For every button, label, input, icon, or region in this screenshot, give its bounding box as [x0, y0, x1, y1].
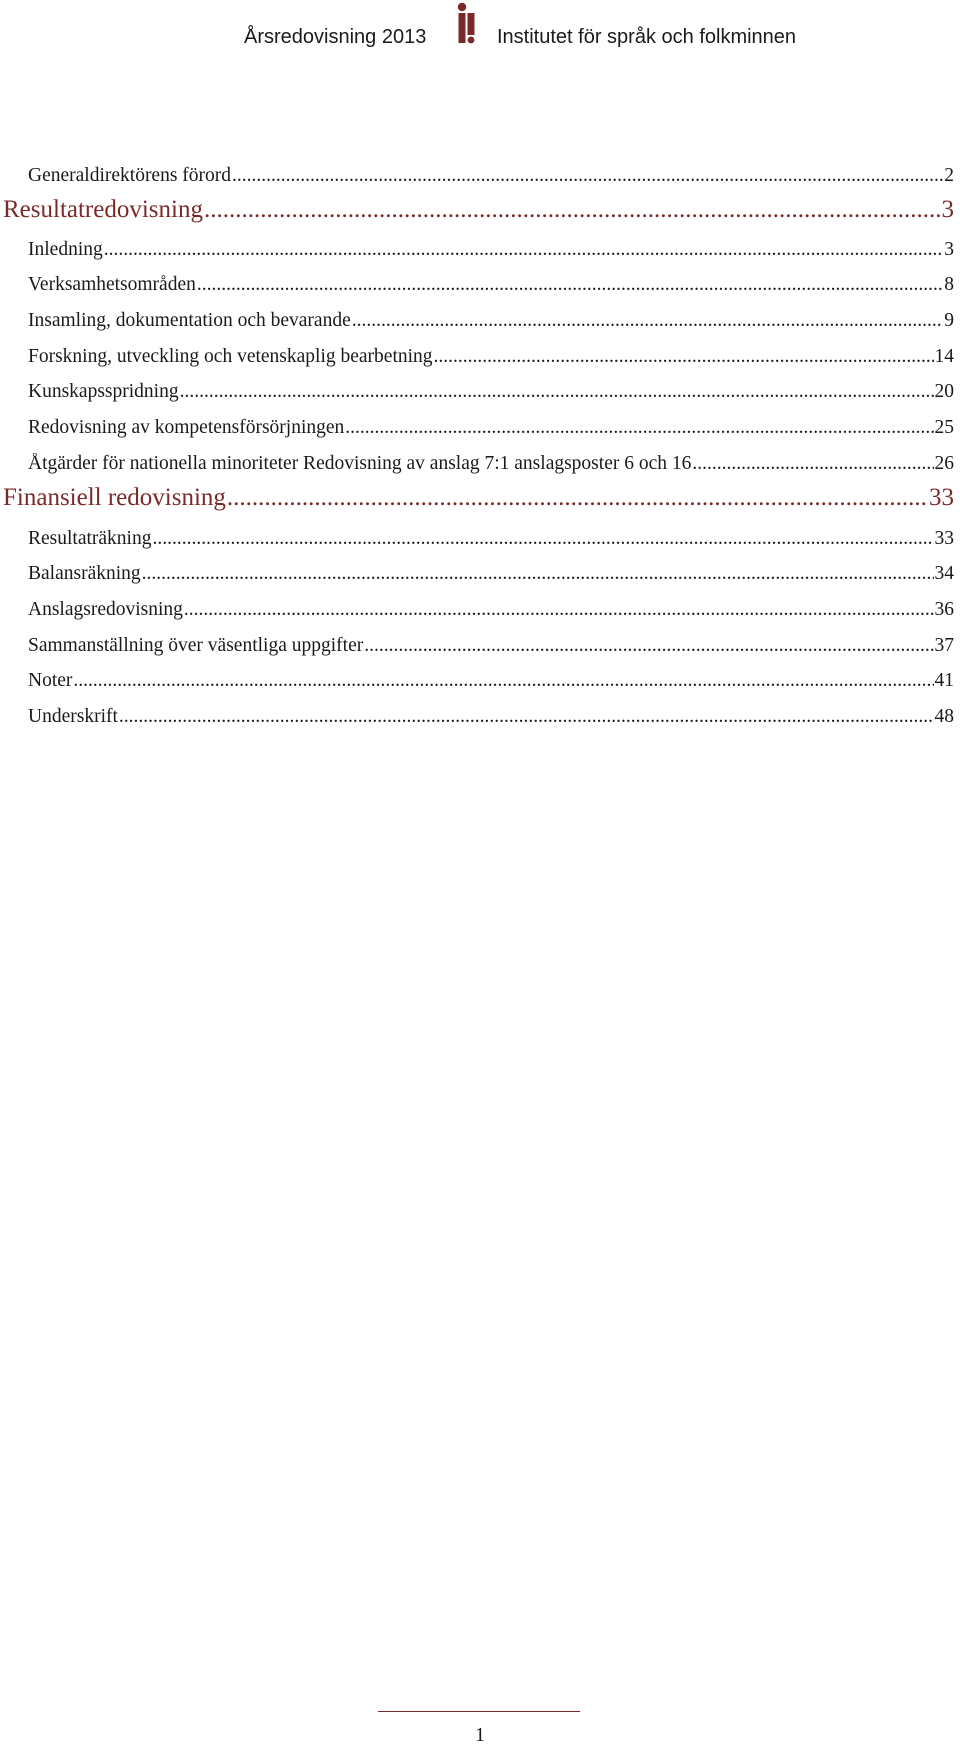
toc-entry-title: Sammanställning över väsentliga uppgifter	[28, 635, 364, 656]
toc-entry[interactable]	[28, 563, 954, 591]
toc-entry-page: 25	[934, 417, 954, 438]
toc-dot-leader	[692, 453, 933, 475]
toc-entry-title: Insamling, dokumentation och bevarande	[28, 310, 351, 331]
toc-entry-title: Underskrift	[28, 706, 118, 727]
toc-entry-title: Anslagsredovisning	[28, 599, 183, 620]
toc-section-heading[interactable]	[3, 484, 954, 518]
toc-entry-title: Verksamhetsområden	[28, 274, 196, 295]
page-header	[0, 0, 960, 56]
report-title: Årsredovisning 2013	[244, 26, 427, 48]
toc-entry[interactable]	[28, 453, 954, 481]
toc-entry[interactable]	[28, 417, 954, 445]
toc-dot-leader	[232, 165, 943, 187]
toc-dot-leader	[364, 635, 933, 657]
toc-entry-page: 33	[929, 484, 954, 511]
toc-dot-leader	[104, 239, 944, 261]
toc-entry-title: Resultatredovisning	[3, 196, 203, 223]
toc-dot-leader	[227, 484, 928, 512]
toc-entry[interactable]	[28, 274, 954, 302]
toc-entry-title: Noter	[28, 670, 73, 691]
toc-entry[interactable]	[28, 346, 954, 374]
toc-entry-title: Forskning, utveckling och vetenskaplig bearbetning	[28, 346, 433, 367]
toc-entry-page: 34	[934, 563, 954, 584]
toc-dot-leader	[434, 346, 934, 368]
toc-entry-page: 9	[944, 310, 954, 331]
toc-entry-title: Kunskapsspridning	[28, 381, 179, 402]
toc-entry[interactable]	[28, 635, 954, 663]
toc-entry-page: 33	[934, 528, 954, 549]
toc-entry-page: 3	[944, 239, 954, 260]
toc-entry-page: 8	[944, 274, 954, 295]
toc-entry-page: 36	[934, 599, 954, 620]
toc-entry[interactable]	[28, 599, 954, 627]
toc-entry-title: Finansiell redovisning	[3, 484, 226, 511]
toc-dot-leader	[352, 310, 944, 332]
institute-name: Institutet för språk och folkminnen	[497, 26, 797, 48]
toc-entry[interactable]	[28, 706, 954, 734]
toc-entry-title: Generaldirektörens förord	[28, 165, 232, 186]
toc-dot-leader	[184, 599, 934, 621]
toc-entry-title: Resultaträkning	[28, 528, 152, 549]
toc-entry[interactable]	[28, 528, 954, 556]
toc-entry[interactable]	[28, 381, 954, 409]
toc-entry[interactable]	[28, 239, 954, 267]
toc-entry[interactable]	[28, 165, 954, 193]
toc-entry-page: 48	[934, 706, 954, 727]
toc-dot-leader	[180, 381, 934, 403]
toc-entry[interactable]	[28, 670, 954, 698]
toc-entry-title: Inledning	[28, 239, 103, 260]
isof-logo-icon	[453, 2, 477, 48]
toc-dot-leader	[345, 417, 933, 439]
toc-entry-page: 37	[934, 635, 954, 656]
toc-dot-leader	[204, 196, 941, 224]
toc-section-heading[interactable]	[3, 196, 954, 230]
toc-dot-leader	[73, 670, 933, 692]
page-number: 1	[475, 1724, 485, 1746]
toc-entry-page: 3	[941, 196, 954, 223]
toc-entry-page: 41	[934, 670, 954, 691]
toc-dot-leader	[142, 563, 934, 585]
toc-entry-title: Balansräkning	[28, 563, 141, 584]
toc-entry-title: Åtgärder för nationella minoriteter Redovisning av anslag 7:1 anslagsposter 6 och 16	[28, 453, 692, 474]
toc-entry-page: 20	[934, 381, 954, 402]
footer-divider	[378, 1711, 580, 1712]
toc-entry-title: Redovisning av kompetensförsörjningen	[28, 417, 345, 438]
toc-entry-page: 26	[934, 453, 954, 474]
toc-dot-leader	[119, 706, 934, 728]
toc-dot-leader	[197, 274, 943, 296]
toc-entry[interactable]	[28, 310, 954, 338]
toc-dot-leader	[152, 528, 933, 550]
toc-entry-page: 14	[934, 346, 954, 367]
toc-entry-page: 2	[944, 165, 954, 186]
